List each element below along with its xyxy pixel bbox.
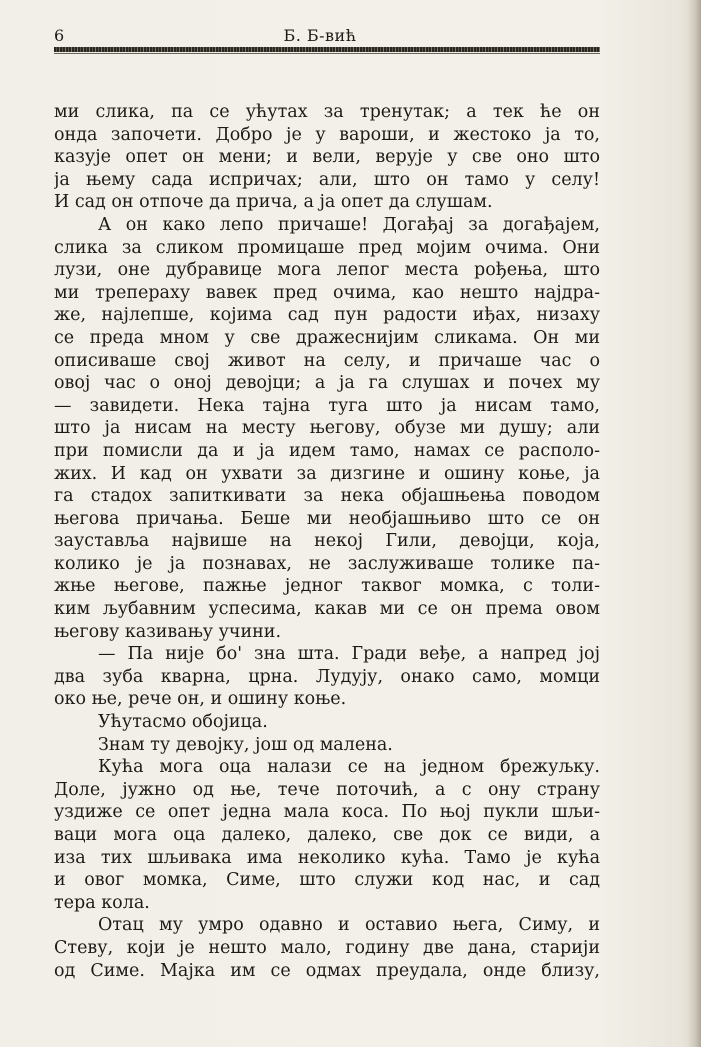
text-line: лузи, оне дубравице мога лепог места рођења, што (54, 260, 600, 281)
text-line: Доле, јужно од ње, тече поточић, а с ону страну (54, 779, 600, 800)
text-line: казује опет он мени; и вели, верује у све оно што (54, 147, 600, 168)
text-line: га стадох запиткивати за нека објашњења поводом (54, 486, 600, 507)
header-rule-thin (54, 53, 600, 54)
text-line: око ње, рече он, и ошину коње. (54, 689, 347, 710)
text-line: ким љубавним успесима, какав ми се он према овом (54, 599, 600, 620)
text-line: иза тих шљивака има неколико кућа. Тамо је кућа (54, 847, 600, 868)
text-line: његову казивању учини. (54, 621, 282, 642)
text-line: — завидети. Нека тајна туга што ја нисам тамо, (54, 395, 600, 416)
text-line: Стеву, који је нешто мало, годину две дана, старији (54, 937, 600, 958)
text-line: при помисли да и ја идем тамо, намах се располо- (54, 440, 600, 461)
text-line: ми трепераху вавек пред очима, као нешто најдра- (54, 282, 600, 303)
text-line: овој час о оној девојци; а ја га слушах и почех му (54, 373, 600, 394)
text-line: се преда мном у све дражеснијим сликама. Он ми (54, 327, 600, 348)
text-line: од Симе. Мајка им се одмах преудала, онде близу, (54, 960, 600, 981)
body-text (54, 101, 600, 982)
text-line: же, најлепше, којима сад пун радости иђах, низаху (54, 305, 600, 326)
text-line: Кућа мога оца налази се на једном брежуљку. (98, 757, 600, 778)
text-line: онда започети. Добро је у вароши, и жестоко ја то, (54, 124, 600, 145)
text-line: Знам ту девојку, још од малена. (98, 734, 393, 755)
text-line: што ја нисам на месту његову, обузе ми душу; али (54, 418, 600, 439)
text-line: његова причања. Беше ми необјашњиво што се он (54, 508, 600, 529)
running-title: Б. Б-вић (283, 26, 357, 45)
text-line: описиваше свој живот на селу, и причаше час о (54, 350, 600, 371)
text-line: — Па није бо' зна шта. Гради веђе, а напред јој (98, 644, 600, 665)
text-line: ваци мога оца далеко, далеко, све док се види, а (54, 825, 600, 845)
text-line: И сад он отпоче да прича, а ја опет да слушам. (54, 192, 493, 213)
text-line: жње његове, пажње једног таквог момка, с толи- (54, 576, 600, 597)
page-edge-shadow (687, 0, 701, 1047)
text-line: зауставља највише на некој Гили, девојци, која, (54, 531, 600, 552)
text-line: ми слика, па се ућутах за тренутак; а тек ће он (54, 102, 600, 122)
text-line: колико је ја познавах, не заслуживаше толике па- (54, 553, 600, 574)
text-line: А он како лепо причаше! Догађај за догађајем, (98, 214, 600, 235)
text-line: тера кола. (54, 892, 150, 913)
page-number: 6 (54, 26, 65, 45)
page-header (54, 26, 586, 46)
text-line: два зуба кварна, црна. Лудују, онако само, момци (54, 666, 600, 687)
header-rule (54, 47, 600, 52)
text-line: ја њему сада испричах; али, што он тамо у селу! (54, 169, 600, 190)
text-line: уздиже се опет једна мала коса. По њој пукли шљи- (54, 802, 600, 823)
text-line: Ућутасмо обојица. (98, 712, 268, 733)
text-line: жих. И кад он ухвати за дизгине и ошину коње, ја (54, 463, 600, 484)
text-line: слика за сликом промицаше пред мојим очима. Они (54, 237, 600, 258)
text-line: Отац му умро одавно и оставио њега, Симу, и (98, 915, 600, 936)
text-line: и овог момка, Симе, што служи код нас, и сад (54, 870, 600, 891)
